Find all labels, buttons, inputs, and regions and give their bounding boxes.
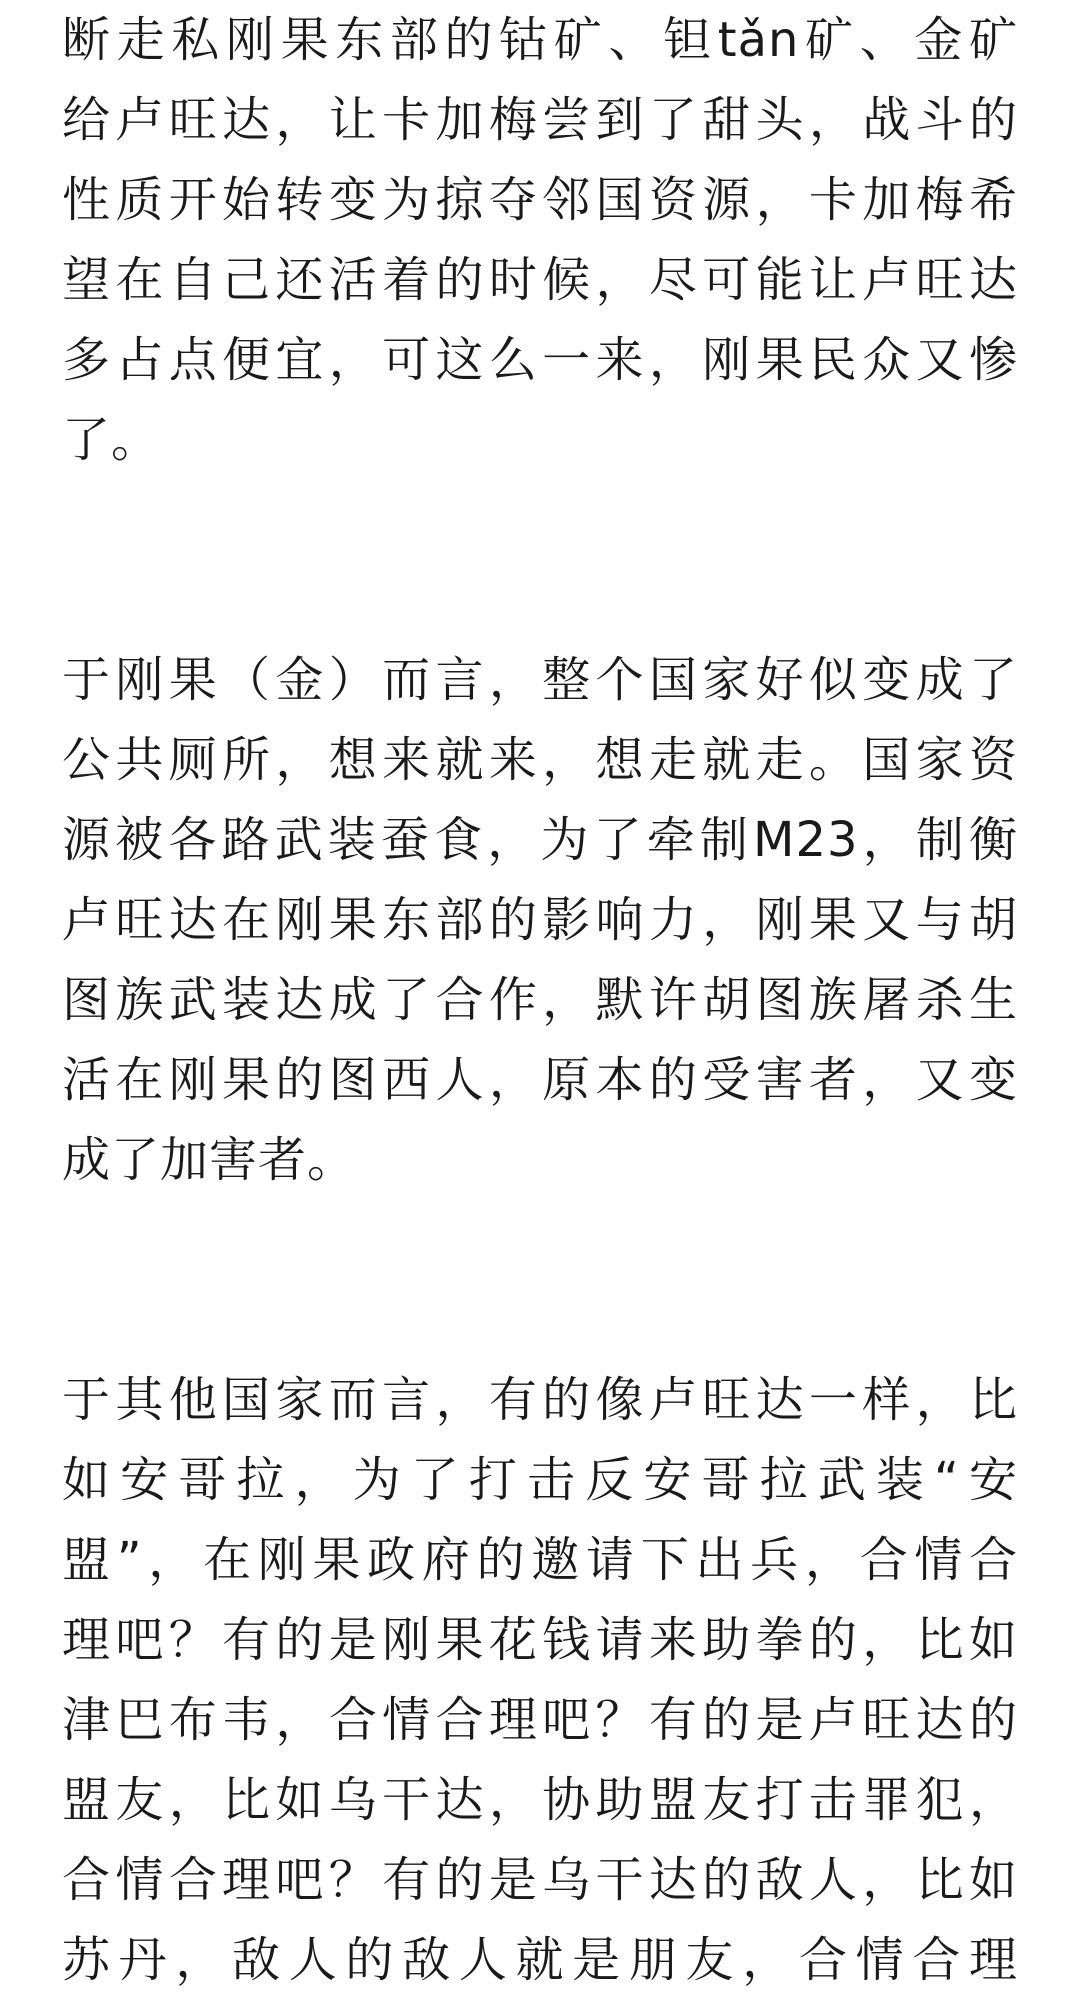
text-line: 了。 [62, 412, 161, 468]
text-line: 望在自己还活着的时候，尽可能让卢旺达 [62, 252, 1018, 308]
text-line: 活在刚果的图西人，原本的受害者，又变 [62, 1052, 1018, 1108]
text-line: 于其他国家而言，有的像卢旺达一样，比 [62, 1372, 1018, 1428]
text-line: 多占点便宜，可这么一来，刚果民众又惨 [62, 332, 1018, 388]
text-line: 卢旺达在刚果东部的影响力，刚果又与胡 [62, 892, 1018, 948]
text-line: 盟”，在刚果政府的邀请下出兵，合情合 [62, 1532, 1018, 1588]
text-line: 给卢旺达，让卡加梅尝到了甜头，战斗的 [62, 92, 1018, 148]
paragraph-1 [62, 0, 1018, 480]
paragraph-gap [62, 1200, 1018, 1360]
text-line: 合情合理吧？有的是乌干达的敌人，比如 [62, 1852, 1018, 1908]
paragraph-2 [62, 640, 1018, 1200]
text-line: 如安哥拉，为了打击反安哥拉武装“安 [62, 1452, 1018, 1508]
text-line: 盟友，比如乌干达，协助盟友打击罪犯， [62, 1772, 1018, 1828]
text-line: 图族武装达成了合作，默许胡图族屠杀生 [62, 972, 1018, 1028]
text-line: 理吧？有的是刚果花钱请来助拳的，比如 [62, 1612, 1018, 1668]
article-body [62, 0, 1018, 2000]
text-line: 公共厕所，想来就来，想走就走。国家资 [62, 732, 1018, 788]
text-line: 于刚果（金）而言，整个国家好似变成了 [62, 652, 1018, 708]
text-line: 断走私刚果东部的钴矿、钽tǎn矿、金矿 [62, 12, 1018, 68]
text-line: 成了加害者。 [62, 1132, 357, 1188]
paragraph-3 [62, 1360, 1018, 2000]
text-line: 苏丹，敌人的敌人就是朋友，合情合理 [62, 1932, 1018, 1988]
text-line: 性质开始转变为掠夺邻国资源，卡加梅希 [62, 172, 1018, 228]
text-line: 津巴布韦，合情合理吧？有的是卢旺达的 [62, 1692, 1018, 1748]
paragraph-gap [62, 480, 1018, 640]
text-line: 源被各路武装蚕食，为了牵制M23，制衡 [62, 812, 1018, 868]
